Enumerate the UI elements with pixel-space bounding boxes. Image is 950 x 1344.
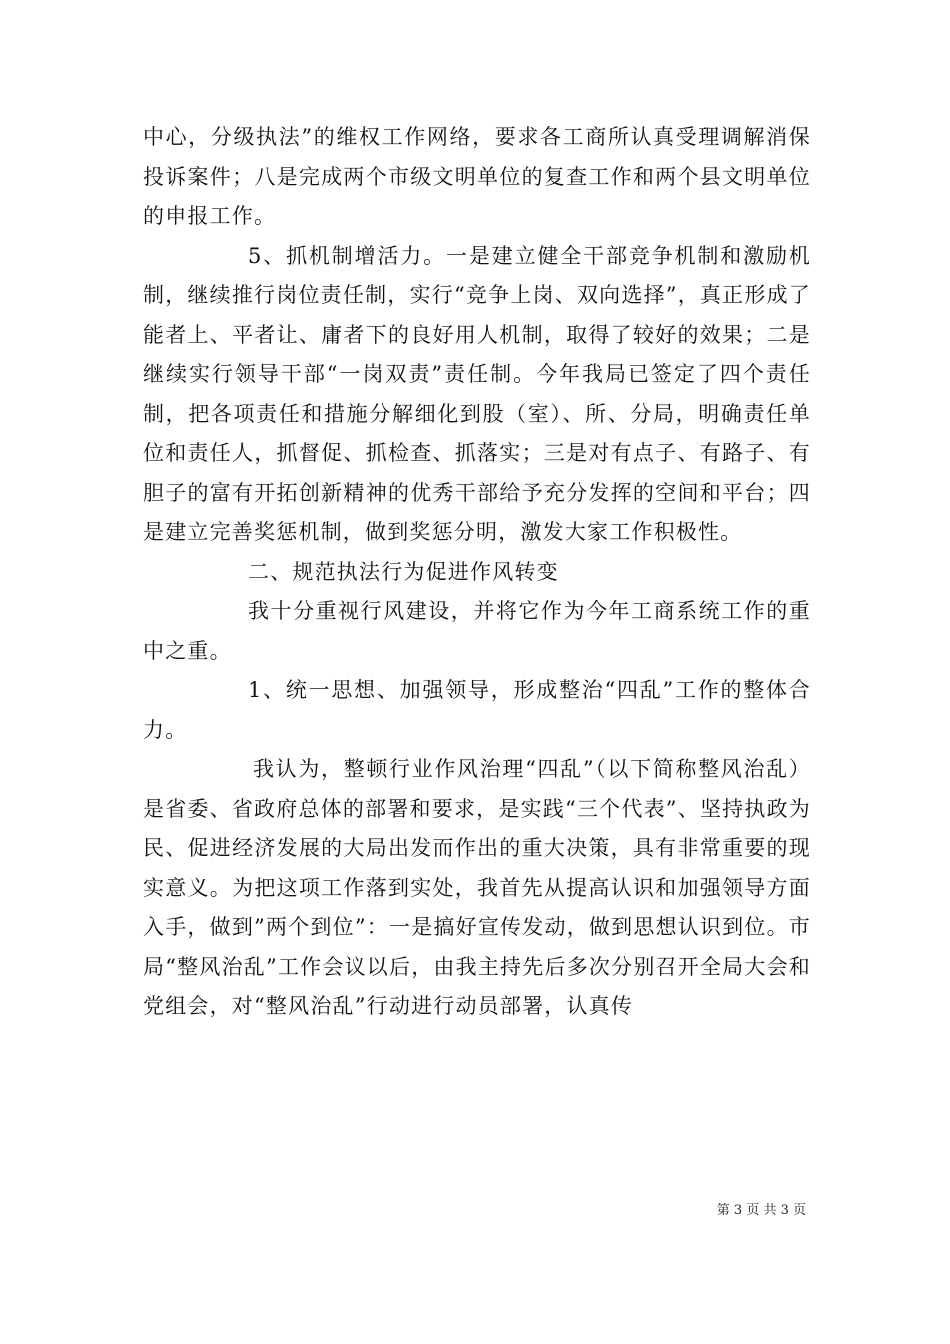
paragraph-1: 中心，分级执法”的维权工作网络，要求各工商所认真受理调解消保投诉案件；八是完成两个市级文明单位的复查工作和两个县文明单位的申报工作。 [143,125,811,228]
section-heading: 二、规范执法行为促进作风转变 [248,559,559,584]
paragraph-3: 我十分重视行风建设，并将它作为今年工商系统工作的重中之重。 [143,599,811,663]
document-body [143,118,811,1027]
paragraph-4: 我认为，整顿行业作风治理“四乱”（以下简称整风治乱）是省委、省政府总体的部署和要求，是实践“三个代表”、坚持执政为民、促进经济发展的大局出发而作出的重大决策，具有非常重要的现实意义。为把这项工作落到实处，我首先从提高认识和加强领导方面入手，做到”两个到位”：一是搞好宣传发动，做到思想认识到位。市局“整风治乱”工作会议以后，由我主持先后多次分别召开全局大会和党组会，对“整风治乱”行动进行动员部署，认真传 [143,757,811,1018]
subsection-heading: 1、统一思想、加强领导，形成整治“四乱”工作的整体合力。 [143,678,811,742]
paragraph-2: 5、抓机制增活力。一是建立健全干部竞争机制和激励机制，继续推行岗位责任制，实行“竞争上岗、双向选择”，真正形成了能者上、平者让、庸者下的良好用人机制，取得了较好的效果；二是继续实行领导干部“一岗双责”责任制。今年我局已签定了四个责任制，把各项责任和措施分解细化到股（室）、所、分局，明确责任单位和责任人，抓督促、抓检查、抓落实；三是对有点子、有路子、有胆子的富有开拓创新精神的优秀干部给予充分发挥的空间和平台；四是建立完善奖惩机制，做到奖惩分明，激发大家工作积极性。 [143,243,811,544]
page-number: 第 3 页 共 3 页 [716,1203,806,1218]
